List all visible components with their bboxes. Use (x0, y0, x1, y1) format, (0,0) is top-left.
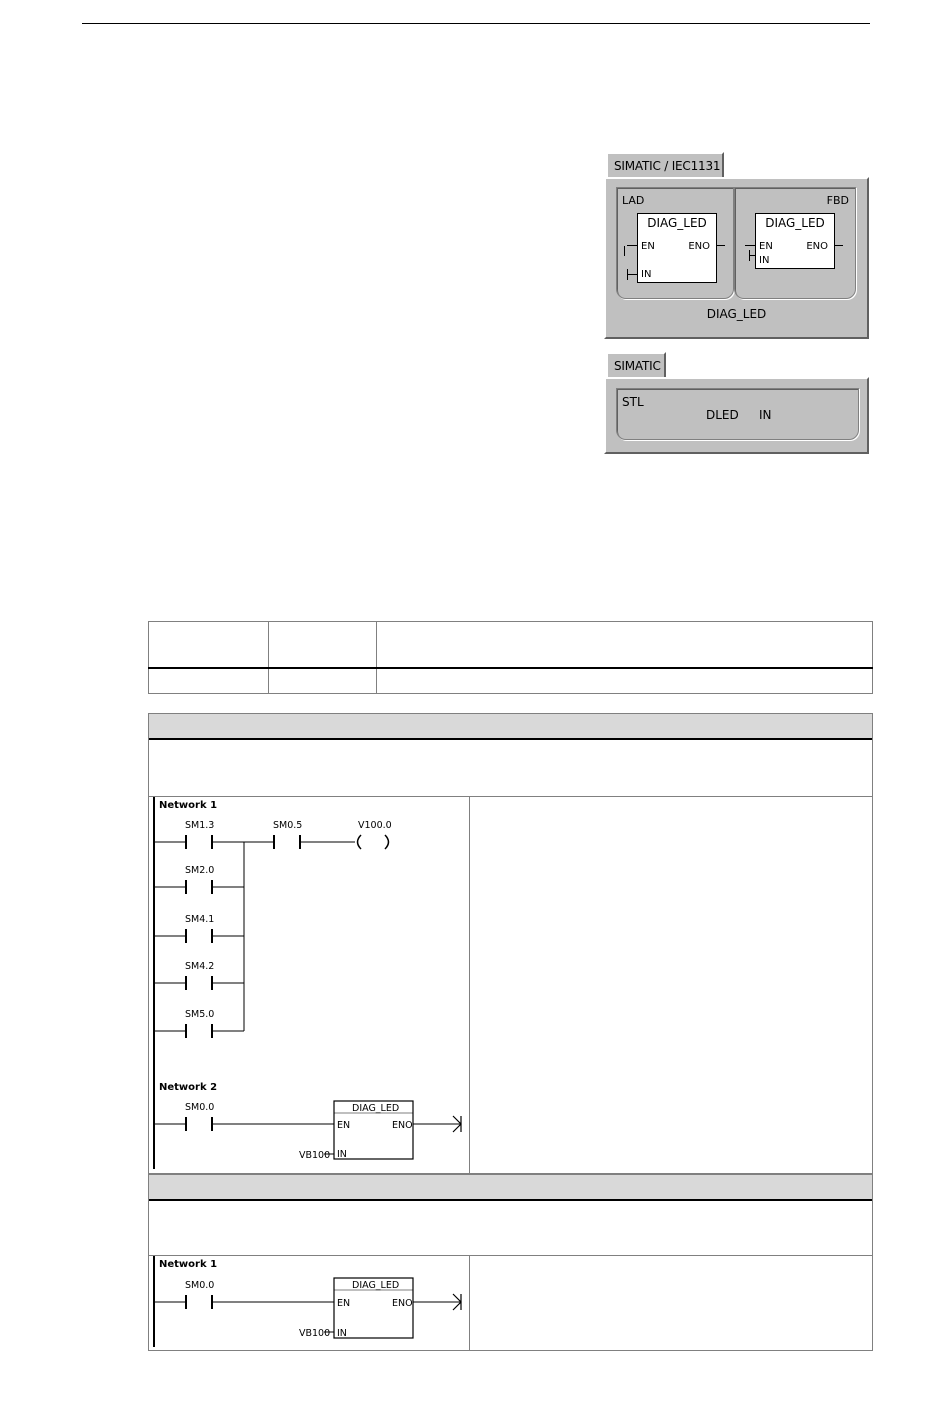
tab-simatic[interactable] (606, 352, 666, 378)
ex2-contact-label: SM0.0 (185, 1280, 215, 1291)
tab-simatic-label: SIMATIC (614, 359, 661, 373)
lad-pin-in: IN (641, 269, 652, 280)
ex1-n2-contact-sm0-0 (154, 1102, 334, 1131)
lad-subpanel (616, 187, 734, 299)
ex1-contact-label: SM4.1 (185, 914, 215, 925)
ex1-contact-label: SM4.2 (185, 961, 215, 972)
stl-panel (604, 377, 869, 454)
tab-simatic-iec-label: SIMATIC / IEC1131 (614, 159, 721, 173)
ex1-contact-label: SM5.0 (185, 1009, 215, 1020)
lad-pin-en: EN (641, 241, 655, 252)
ex1-contact-label: SM1.3 (185, 820, 215, 831)
ex2-contact-sm0-0 (154, 1280, 334, 1309)
ex1-contact-label: SM2.0 (185, 865, 215, 876)
lad-fbd-panel (604, 177, 869, 339)
ex1-series-contact-label: SM0.5 (273, 820, 303, 831)
svg-text:EN: EN (337, 1120, 351, 1131)
tab-simatic-iec[interactable] (606, 152, 724, 178)
svg-text:ENO: ENO (392, 1298, 413, 1309)
lad-label: LAD (622, 194, 645, 207)
svg-text:IN: IN (337, 1149, 347, 1160)
ex2-ladder-diagram (149, 1256, 469, 1352)
ex1-contact-sm0-5 (244, 820, 355, 849)
lad-box-title: DIAG_LED (647, 216, 707, 230)
stl-label: STL (622, 395, 644, 409)
svg-text:IN: IN (337, 1328, 347, 1339)
svg-text:DIAG_LED: DIAG_LED (352, 1280, 400, 1291)
ex1-network1-title: Network 1 (159, 800, 218, 811)
table-header-cell (269, 622, 377, 669)
table-cell (377, 668, 873, 694)
fbd-label: FBD (826, 194, 849, 207)
ex1-ladder-diagram (149, 797, 469, 1175)
stl-subpanel (616, 388, 859, 440)
example2-box (148, 1174, 873, 1351)
fbd-pin-en: EN (759, 241, 773, 252)
svg-text:ENO: ENO (392, 1120, 413, 1131)
header-rule (82, 23, 870, 24)
ex1-coil-v100-0 (358, 820, 392, 849)
ex1-n2-in-operand: VB100 (299, 1150, 331, 1161)
lad-pin-eno: ENO (688, 241, 710, 252)
fbd-subpanel (734, 187, 856, 299)
ex1-contact-sm4-1 (154, 914, 244, 943)
table-cell (149, 668, 269, 694)
ex1-coil-label: V100.0 (358, 820, 392, 831)
stl-instruction: DLED (706, 408, 739, 422)
table-row (149, 668, 873, 694)
example2-header (149, 1175, 872, 1201)
fbd-pin-in: IN (759, 255, 770, 266)
example1-box (148, 713, 873, 1174)
fbd-diag-led-box (755, 213, 835, 269)
ex1-n2-diag-led-box (299, 1101, 461, 1161)
fbd-pin-eno: ENO (806, 241, 828, 252)
table-header-row (149, 622, 873, 669)
fbd-box-title: DIAG_LED (765, 216, 825, 230)
ex1-network2-title: Network 2 (159, 1082, 218, 1093)
ex2-network1-title: Network 1 (159, 1259, 218, 1270)
table-header-cell (377, 622, 873, 669)
ex1-contact-sm2-0 (154, 865, 244, 894)
table-header-cell (149, 622, 269, 669)
ex1-contact-sm4-2 (154, 961, 244, 990)
svg-text:EN: EN (337, 1298, 351, 1309)
lad-diag-led-box (637, 213, 717, 283)
svg-text:DIAG_LED: DIAG_LED (352, 1103, 400, 1114)
operand-table (148, 621, 873, 694)
table-cell (269, 668, 377, 694)
ex1-contact-sm1-3 (154, 820, 244, 849)
iec-footer-label: DIAG_LED (706, 307, 767, 321)
ex1-contact-sm5-0 (154, 1009, 244, 1038)
ex2-diag-led-box (299, 1278, 461, 1339)
example1-header (149, 714, 872, 740)
stl-operand: IN (759, 408, 772, 422)
ex1-n2-contact-label: SM0.0 (185, 1102, 215, 1113)
ex2-in-operand: VB100 (299, 1328, 331, 1339)
